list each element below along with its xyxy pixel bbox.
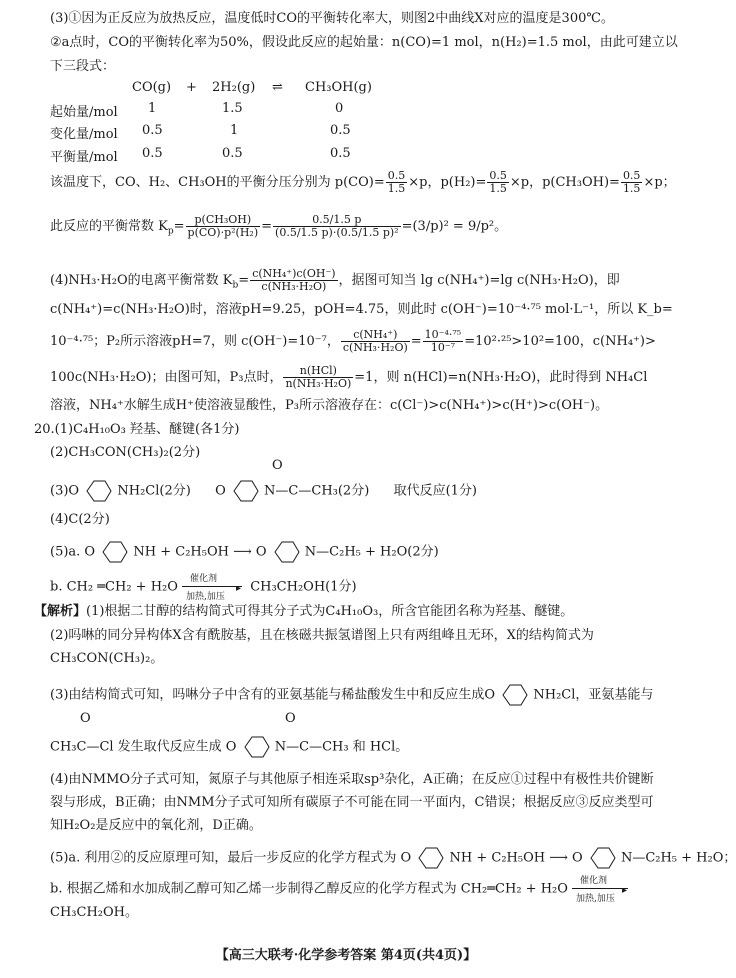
- acyl-chloride-oxygen: O: [80, 711, 91, 726]
- p3-line3: 下三段式：: [50, 59, 116, 74]
- page-footer: 【高三大联考·化学参考答案 第4页(共4页)】: [215, 948, 477, 963]
- p4-line5: 溶液，NH₄⁺水解生成H⁺使溶液显酸性，P₃所示溶液存在：c(Cl⁻)>c(NH₄⁺)>c(H⁺)>c(OH⁻)。: [50, 398, 609, 413]
- morpholine-ring-icon: [587, 845, 617, 871]
- analysis-line7: 裂与形成，B正确；由NMM分子式可知所有碳原子不可能在同一平面内，C错误；根据反应③反应类型可: [50, 795, 654, 810]
- morpholine-ring-icon: [83, 478, 113, 504]
- analysis-line6: (4)由NMMO分子式可知，氮原子与其他原子相连采取sp³杂化，A正确；在反应①过程中有极性共价键断: [50, 772, 654, 787]
- p4-line3: 10⁻⁴·⁷⁵；P₂所示溶液pH=7，则 c(OH⁻)=10⁻⁷， $\frac{\text{c(NH₄⁺)}}{\text{c(NH₃·H₂O)}}$ = $\frac{\text{10⁻⁴·⁷⁵}}{\text{10⁻⁷}}$ =10²·²⁵>10²=100，c(NH₄⁺)>: [50, 328, 656, 354]
- morpholine-ring-icon: [415, 845, 445, 871]
- p4-line4: 100c(NH₃·H₂O)；由图可知，P₃点时， $\frac{\text{n(HCl)}}{\text{n(NH₃·H₂O)}}$ =1，则 n(HCl)=n(NH₃·H₂O)，此时得到 NH₄Cl: [50, 364, 648, 390]
- analysis-line5: CH₃C—Cl 发生取代反应生成 O N—C—CH₃ 和 HCl。: [50, 734, 408, 760]
- p4-line2: c(NH₄⁺)=c(NH₃·H₂O)时，溶液pH=9.25，pOH=4.75，则此时 c(OH⁻)=10⁻⁴·⁷⁵ mol·L⁻¹，所以 K_b=: [50, 302, 673, 317]
- reaction-arrow: 催化剂 ▸ 加热,加压: [182, 578, 246, 596]
- p3-kp-expression: 此反应的平衡常数 $K_p=$ $\frac{\text{p(CH₃OH)}}{\text{p(CO)·p²(H₂)}}$ = $\frac{0.5/1.5 p}{\text{(0.5/1.5 p)·(0.5/1.5 p)²}}$ =(3/p)² = 9/p²。: [50, 213, 508, 239]
- p3-line2: ②a点时，CO的平衡转化率为50%，假设此反应的起始量：n(CO)=1 mol，n(H₂)=1.5 mol，由此可建立以: [50, 35, 678, 50]
- q20-line4: (4)C(2分): [50, 512, 110, 527]
- reaction-arrow: 催化剂 ▸ 加热,加压: [572, 880, 632, 898]
- analysis-line3: CH₃CON(CH₃)₂。: [50, 651, 164, 666]
- q20-line1: 20.(1)C₄H₁₀O₃ 羟基、醚键(各1分): [34, 422, 240, 437]
- q20-line3: (3)O NH₂Cl(2分) O N—C—CH₃(2分) 取代反应(1分): [50, 478, 477, 504]
- product-carbonyl-oxygen: O: [285, 711, 296, 726]
- analysis-line10: b. 根据乙烯和水加成制乙醇可知乙烯一步制得乙醇反应的化学方程式为 CH₂═CH₂ + H₂O 催化剂 ▸ 加热,加压: [50, 880, 632, 899]
- q20-line5: (5)a. O NH + C₂H₅OH ⟶ O N—C₂H₅ + H₂O(2分): [50, 539, 439, 565]
- analysis-line2: (2)吗啉的同分异构体X含有酰胺基，且在核磁共振氢谱图上只有两组峰且无环，X的结构简式为: [50, 628, 594, 643]
- morpholine-ring-icon: [241, 734, 271, 760]
- q20-line6: b. CH₂ ═CH₂ + H₂O 催化剂 ▸ 加热,加压 CH₃CH₂OH(1分): [50, 574, 357, 602]
- p3-partial-pressures: 该温度下，CO、H₂、CH₃OH的平衡分压分别为 p(CO)= $\frac{0.5}{1.5}$ ×p，p(H₂)= $\frac{0.5}{1.5}$ ×p，p(CH₃OH)= $\frac{0.5}{1.5}$ ×p；: [50, 169, 676, 195]
- carbonyl-oxygen: O: [272, 458, 283, 473]
- analysis-line8: 知H₂O₂是反应中的氧化剂，D正确。: [50, 818, 262, 833]
- p4-line1: (4)NH₃·H₂O的电离平衡常数 $K_b=$ $\frac{\text{c(NH₄⁺)c(OH⁻)}}{\text{c(NH₃·H₂O)}}$ ，据图可知当 lg c(NH₄⁺)=lg c(NH₃·H₂O)，即: [50, 267, 620, 293]
- analysis-line4: (3)由结构简式可知，吗啉分子中含有的亚氨基能与稀盐酸发生中和反应生成O NH₂Cl，亚氨基能与: [50, 682, 653, 708]
- morpholine-ring-icon: [99, 539, 129, 565]
- p3-line1: (3)①因为正反应为放热反应，温度低时CO的平衡转化率大，则图2中曲线X对应的温度是300℃。: [50, 11, 614, 26]
- analysis-line11: CH₃CH₂OH。: [50, 905, 138, 920]
- morpholine-ring-icon: [230, 478, 260, 504]
- q20-line2: (2)CH₃CON(CH₃)₂(2分): [50, 445, 201, 460]
- morpholine-ring-icon: [499, 682, 529, 708]
- analysis-line9: (5)a. 利用②的反应原理可知，最后一步反应的化学方程式为 O NH + C₂H₅OH ⟶ O N—C₂H₅ + H₂O；: [50, 845, 736, 871]
- analysis-line1: 【解析】(1)根据二甘醇的结构简式可得其分子式为C₄H₁₀O₃，所含官能团名称为羟基、醚键。: [34, 604, 574, 619]
- morpholine-ring-icon: [271, 539, 301, 565]
